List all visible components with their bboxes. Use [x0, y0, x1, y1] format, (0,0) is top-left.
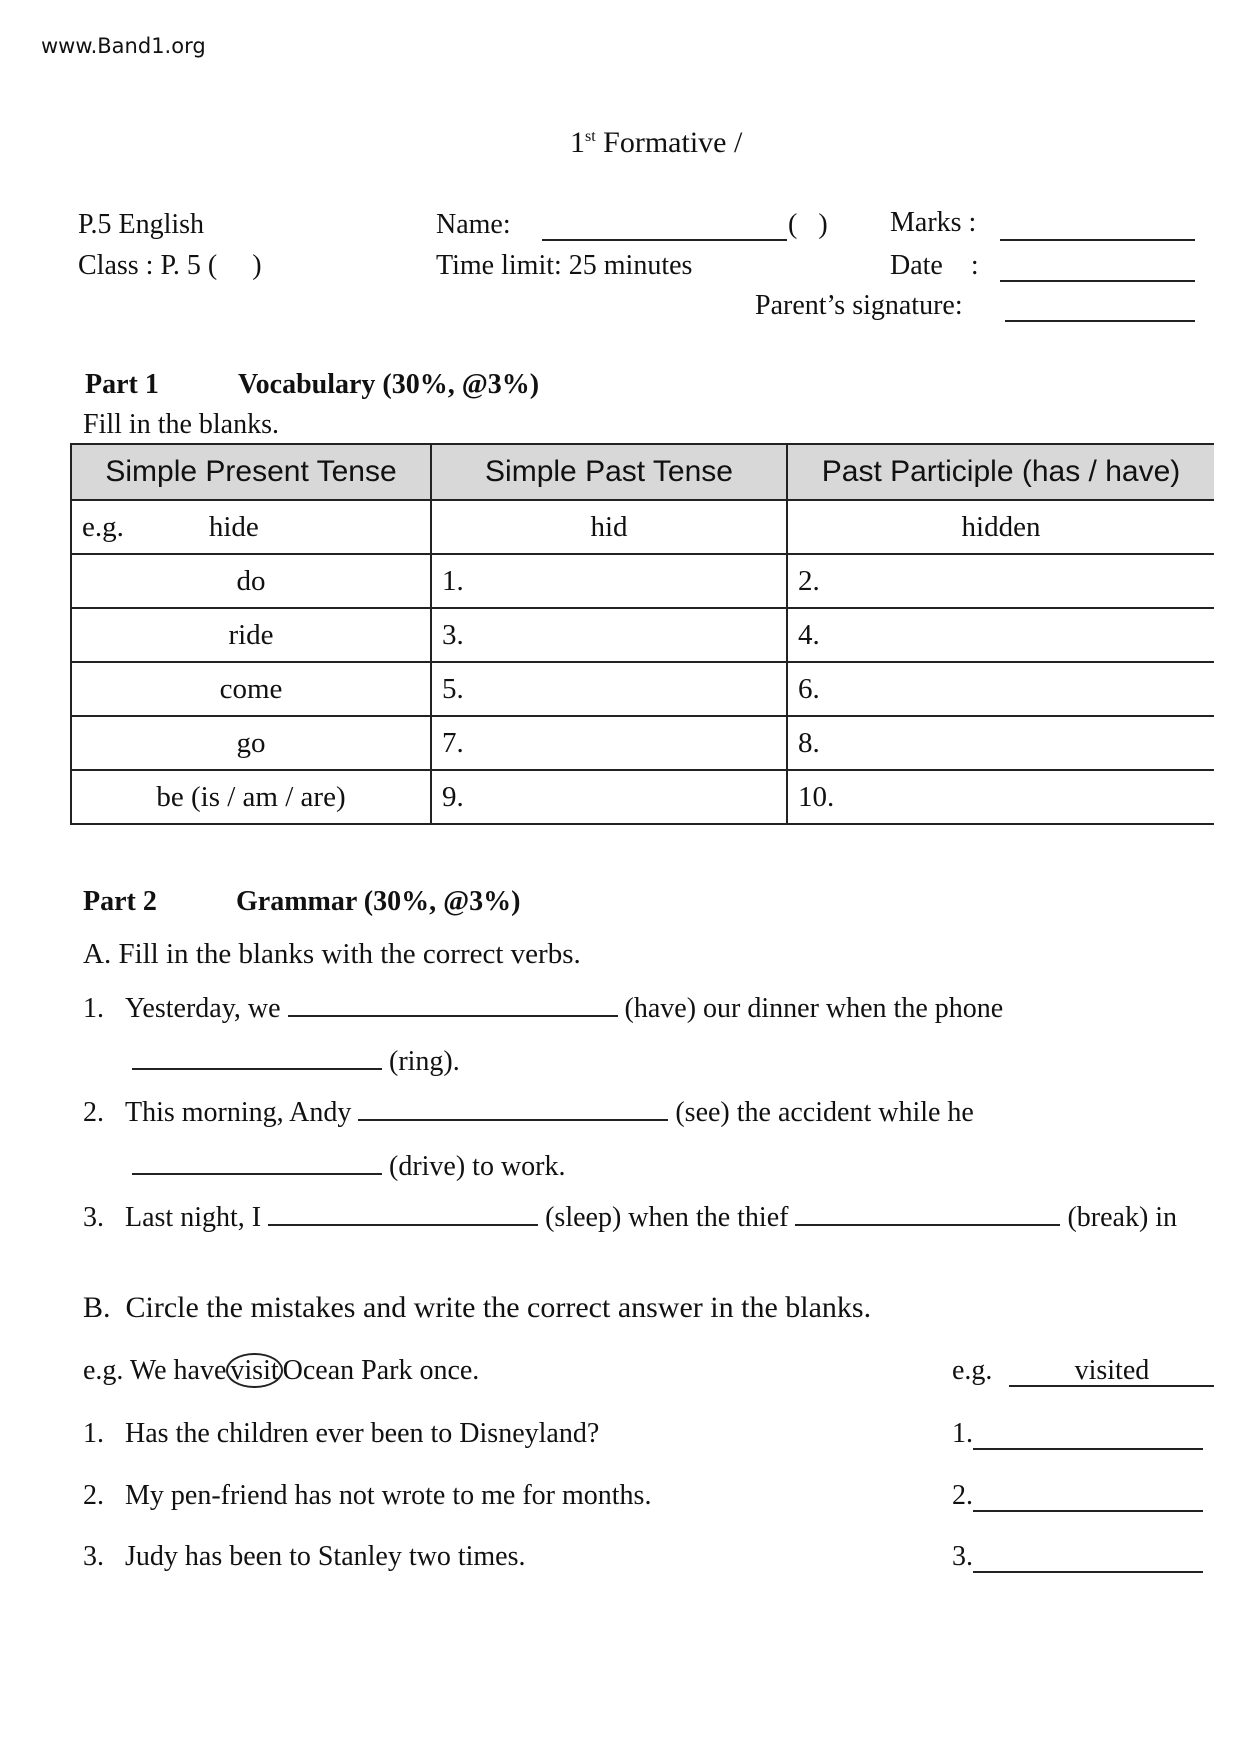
participle-answer-cell[interactable]: 6.	[787, 662, 1214, 716]
marks-label: Marks :	[890, 207, 977, 238]
q-text: (drive) to work.	[389, 1151, 566, 1182]
answer-blank[interactable]	[973, 1482, 1203, 1512]
part1-instruction: Fill in the blanks.	[83, 409, 279, 440]
question-b3[interactable]	[83, 1543, 526, 1571]
answer-blank[interactable]	[358, 1097, 668, 1121]
eg-label: e.g.	[952, 1355, 993, 1386]
q-text: (break) in	[1067, 1202, 1178, 1233]
q-text[interactable]: Has the children ever been to Disneyland?	[125, 1418, 600, 1449]
example-answer	[952, 1357, 1214, 1387]
marks-field[interactable]	[1000, 209, 1195, 241]
question-a2	[83, 1097, 974, 1127]
subject: P.5 English	[78, 209, 205, 240]
q-num: 2.	[83, 1480, 104, 1511]
example-sentence	[83, 1357, 479, 1385]
q-text: (see) the accident while he	[675, 1097, 974, 1128]
table-header-row	[71, 444, 1214, 500]
part1-title: Vocabulary (30%, @3%)	[238, 369, 540, 400]
q-text: Yesterday, we	[125, 993, 281, 1024]
answer-b2	[952, 1482, 1203, 1512]
past-answer-cell[interactable]: 9.	[431, 770, 787, 824]
table-row	[71, 554, 1214, 608]
site-watermark: www.Band1.org	[41, 34, 206, 58]
eg-text: Ocean Park once.	[282, 1355, 480, 1386]
q-num: 2.	[83, 1097, 104, 1128]
participle-answer-cell[interactable]: 10.	[787, 770, 1214, 824]
title-sup: st	[585, 128, 596, 145]
part2-label: Part 2	[83, 886, 157, 917]
past-answer-cell[interactable]: 1.	[431, 554, 787, 608]
table-row	[71, 662, 1214, 716]
answer-blank[interactable]	[795, 1202, 1060, 1226]
present-cell: go	[71, 716, 431, 770]
question-a1-cont	[132, 1046, 460, 1076]
answer-blank[interactable]	[288, 993, 618, 1017]
example-present	[71, 500, 431, 554]
past-answer-cell[interactable]: 7.	[431, 716, 787, 770]
title-number: 1	[570, 126, 585, 159]
present-cell: come	[71, 662, 431, 716]
table-row	[71, 716, 1214, 770]
q-text[interactable]: My pen-friend has not wrote to me for months.	[125, 1480, 652, 1511]
time-limit: Time limit: 25 minutes	[436, 250, 693, 281]
question-a2-cont	[132, 1151, 566, 1181]
eg-text: e.g. We have	[83, 1355, 227, 1386]
q-text: (ring).	[389, 1046, 460, 1077]
name-label: Name:	[436, 209, 511, 240]
example-participle: hidden	[787, 500, 1214, 554]
part1-label: Part 1	[85, 369, 159, 400]
example-present-word: hide	[208, 510, 259, 543]
q-text: (sleep) when the thief	[545, 1202, 789, 1233]
parent-signature-label: Parent’s signature:	[755, 290, 963, 321]
q-num: 1.	[83, 993, 104, 1024]
eg-label: e.g.	[82, 510, 124, 543]
section-b-instruction: B. Circle the mistakes and write the correct answer in the blanks.	[83, 1291, 872, 1324]
ans-label: 1.	[952, 1418, 973, 1449]
title-text: Formative /	[603, 126, 743, 159]
question-a3	[83, 1202, 1177, 1232]
circled-word: visit	[226, 1353, 282, 1388]
vocabulary-table	[70, 443, 1214, 825]
q-num: 1.	[83, 1418, 104, 1449]
header-past: Simple Past Tense	[431, 444, 787, 500]
question-a1	[83, 993, 1003, 1023]
answer-blank[interactable]	[132, 1151, 382, 1175]
class-label: Class : P. 5 ( )	[78, 250, 262, 281]
table-row	[71, 770, 1214, 824]
q-text: (have) our dinner when the phone	[624, 993, 1004, 1024]
example-answer-value: visited	[1009, 1357, 1214, 1387]
question-b1[interactable]	[83, 1420, 599, 1448]
table-row-example	[71, 500, 1214, 554]
name-number-field[interactable]: ( )	[788, 209, 828, 240]
name-field[interactable]	[542, 211, 787, 241]
page-title	[570, 128, 742, 158]
ans-label: 3.	[952, 1541, 973, 1572]
example-past: hid	[431, 500, 787, 554]
q-text: This morning, Andy	[125, 1097, 352, 1128]
section-a-instruction: A. Fill in the blanks with the correct verbs.	[83, 938, 581, 970]
answer-blank[interactable]	[132, 1046, 382, 1070]
date-label: Date :	[890, 250, 979, 281]
q-num: 3.	[83, 1202, 104, 1233]
participle-answer-cell[interactable]: 2.	[787, 554, 1214, 608]
header-present: Simple Present Tense	[71, 444, 431, 500]
past-answer-cell[interactable]: 5.	[431, 662, 787, 716]
present-cell: ride	[71, 608, 431, 662]
parent-signature-field[interactable]	[1005, 292, 1195, 322]
answer-b1	[952, 1420, 1203, 1450]
answer-blank[interactable]	[268, 1202, 538, 1226]
answer-b3	[952, 1543, 1203, 1573]
participle-answer-cell[interactable]: 4.	[787, 608, 1214, 662]
ans-label: 2.	[952, 1480, 973, 1511]
table-row	[71, 608, 1214, 662]
present-cell: be (is / am / are)	[71, 770, 431, 824]
part2-title: Grammar (30%, @3%)	[236, 886, 521, 917]
past-answer-cell[interactable]: 3.	[431, 608, 787, 662]
present-cell: do	[71, 554, 431, 608]
q-num: 3.	[83, 1541, 104, 1572]
answer-blank[interactable]	[973, 1420, 1203, 1450]
question-b2[interactable]	[83, 1482, 651, 1510]
participle-answer-cell[interactable]: 8.	[787, 716, 1214, 770]
answer-blank[interactable]	[973, 1543, 1203, 1573]
date-field[interactable]	[1000, 252, 1195, 282]
header-participle: Past Participle (has / have)	[787, 444, 1214, 500]
q-text: Last night, I	[125, 1202, 262, 1233]
q-text[interactable]: Judy has been to Stanley two times.	[125, 1541, 526, 1572]
